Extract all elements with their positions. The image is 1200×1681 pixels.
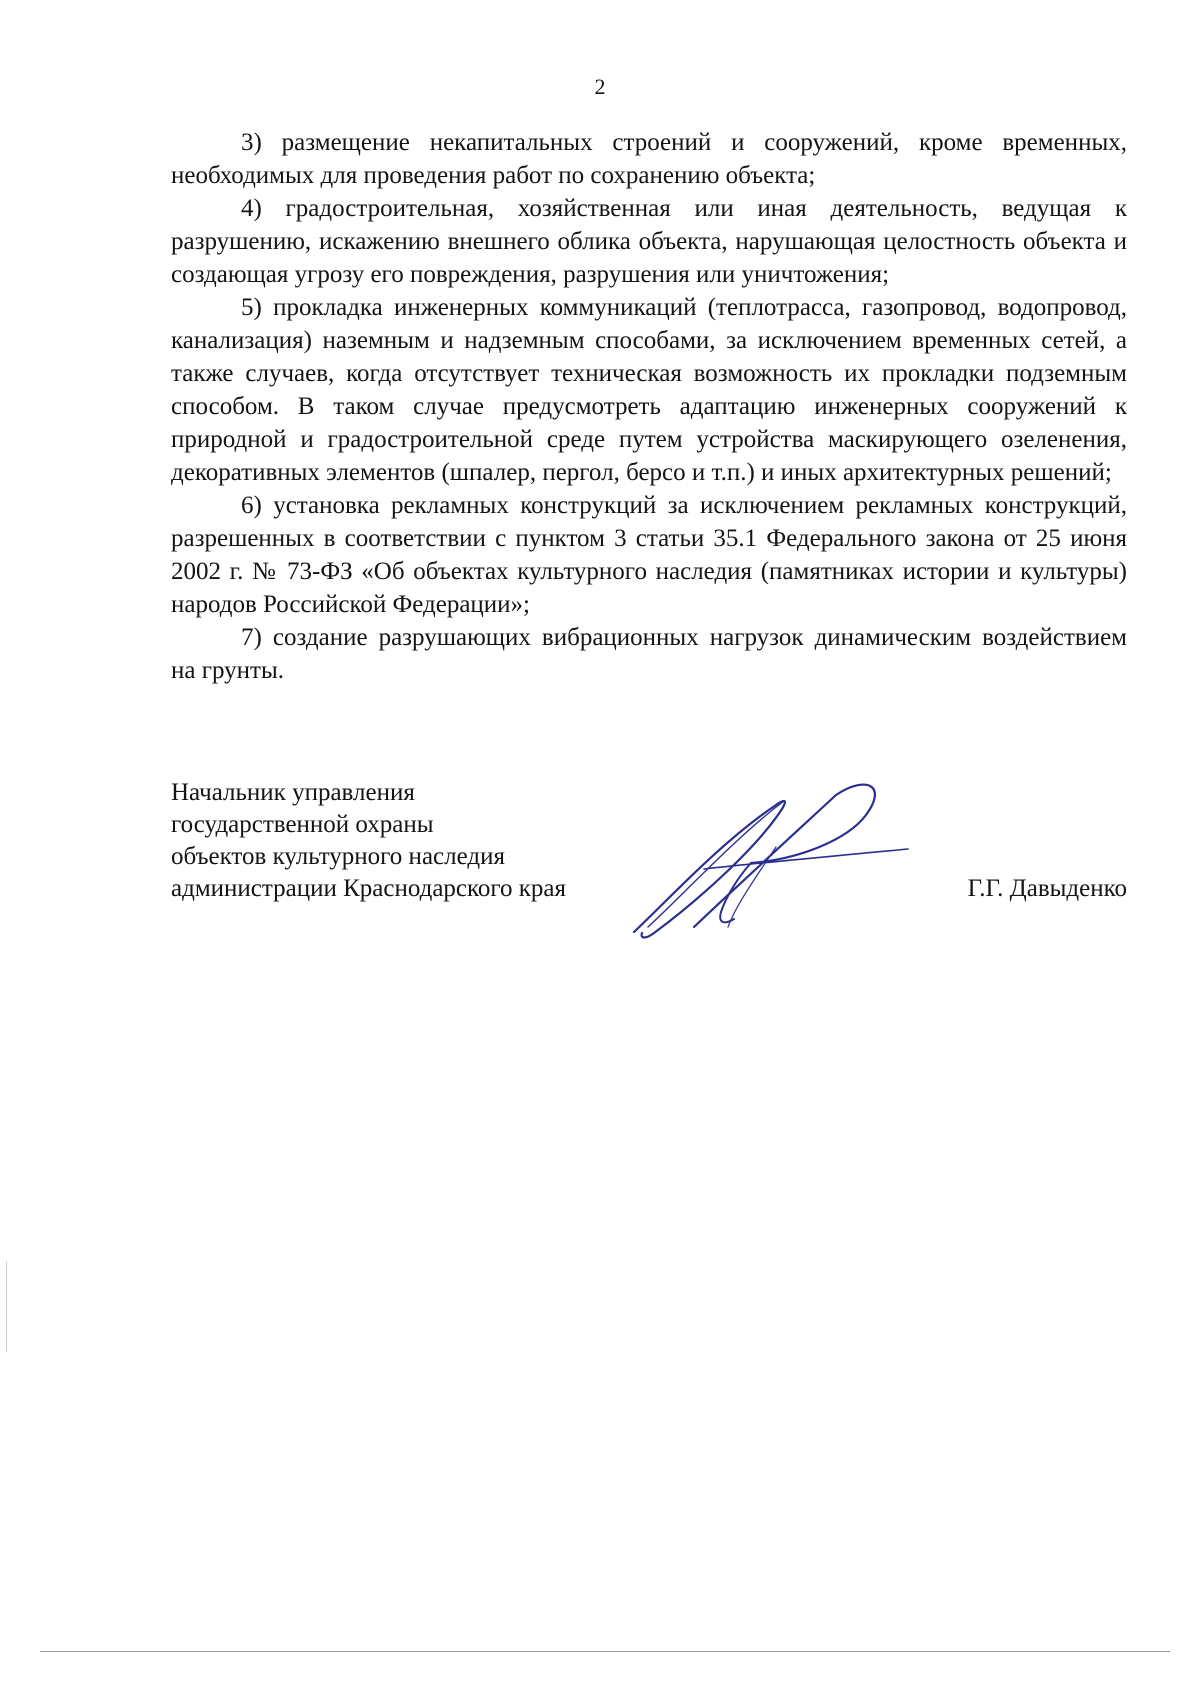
signer-position-line: объектов культурного наследия bbox=[171, 843, 505, 870]
page-bottom-rule bbox=[40, 1651, 1170, 1652]
paragraph-item-4: 4) градостроительная, хозяйственная или иная деятельность, ведущая к разрушению, искажению внешнего облика объекта, нарушающая целостность объекта и создающая угрозу его повреждения, разрушения или уничтожения; bbox=[171, 195, 1127, 288]
signer-name: Г.Г. Давыденко bbox=[967, 875, 1127, 902]
signer-position bbox=[171, 777, 641, 905]
signer-position-line: государственной охраны bbox=[171, 811, 434, 838]
handwritten-signature bbox=[626, 777, 936, 947]
paragraph-item-5: 5) прокладка инженерных коммуникаций (теплотрасса, газопровод, водопровод, канализация) наземным и надземным способами, за исключением временных сетей, а также случаев, когда отсутствует техническая возможность их прокладки подземным способом. В таком случае предусмотреть адаптацию инженерных сооружений к природной и градостроительной среде путем устройства маскирующего озеленения, декоративных элементов (шпалер, пергол, берсо и т.п.) и иных архитектурных решений; bbox=[171, 294, 1127, 486]
paragraph-item-6: 6) установка рекламных конструкций за исключением рекламных конструкций, разрешенных в соответствии с пунктом 3 статьи 35.1 Федерального закона от 25 июня 2002 г. № 73-ФЗ «Об объектах культурного наследия (памятниках истории и культуры) народов Российской Федерации»; bbox=[171, 492, 1127, 618]
scan-edge-mark bbox=[6, 1262, 7, 1352]
paragraph-item-7: 7) создание разрушающих вибрационных нагрузок динамическим воздействием на грунты. bbox=[171, 624, 1127, 684]
paragraph-item-3: 3) размещение некапитальных строений и сооружений, кроме временных, необходимых для проведения работ по сохранению объекта; bbox=[171, 129, 1127, 189]
document-body bbox=[171, 126, 1127, 687]
page-number: 2 bbox=[594, 74, 606, 99]
signer-position-line: Начальник управления bbox=[171, 779, 415, 806]
signer-position-line: администрации Краснодарского края bbox=[171, 875, 567, 902]
signature-block bbox=[171, 777, 1127, 947]
